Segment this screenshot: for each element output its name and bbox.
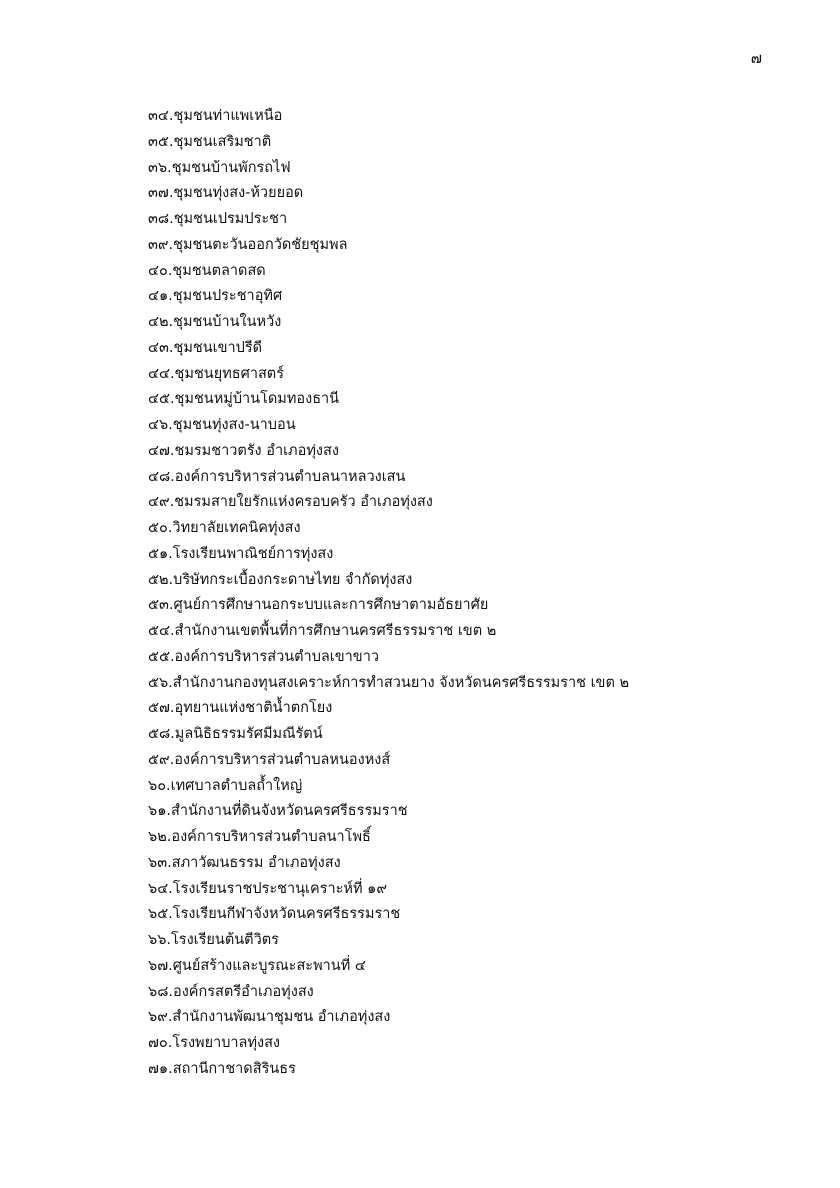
list-item: ๓๔.ชุมชนท่าแพเหนือ [148, 108, 283, 124]
list-item: ๕๖.สำนักงานกองทุนสงเคราะห์การทำสวนยาง จังหวัดนครศรีธรรมราช เขต ๒ [148, 674, 630, 691]
list-item: ๖๑.สำนักงานที่ดินจังหวัดนครศรีธรรมราช [148, 803, 408, 820]
list-item: ๔๔.ชุมชนยุทธศาสตร์ [148, 365, 285, 382]
list-item: ๖๐.เทศบาลตำบลถ้ำใหญ่ [148, 777, 303, 794]
list-item: ๓๗.ชุมชนทุ่งสง-ห้วยยอด [148, 185, 304, 202]
list-item: ๖๗.ศูนย์สร้างและบูรณะสะพานที่ ๔ [148, 957, 366, 974]
list-item: ๖๘.องค์กรสตรีอำเภอทุ่งสง [148, 983, 314, 1000]
list-item: ๓๖.ชุมชนบ้านพักรถไฟ [148, 159, 291, 176]
list-item: ๕๘.มูลนิธิธรรมรัศมีมณีรัตน์ [148, 726, 323, 742]
list-item: ๕๗.อุทยานแห่งชาติน้ำตกโยง [148, 700, 333, 717]
list-item: ๗๐.โรงพยาบาลทุ่งสง [148, 1035, 281, 1051]
list-item: ๔๖.ชุมชนทุ่งสง-นาบอน [148, 417, 296, 433]
list-item: ๔๘.องค์การบริหารส่วนตำบลนาหลวงเสน [148, 468, 406, 485]
list-item: ๗๑.สถานีกาชาดสิรินธร [148, 1060, 296, 1077]
list-item: ๔๑.ชุมชนประชาอุทิศ [148, 288, 283, 305]
list-item: ๖๒.องค์การบริหารส่วนตำบลนาโพธิ์ [148, 829, 371, 845]
list-item: ๖๔.โรงเรียนราชประชานุเคราะห์ที่ ๑๙ [148, 880, 387, 897]
list-item: ๓๘.ชุมชนเปรมประชา [148, 211, 288, 227]
list-item: ๔๕.ชุมชนหมู่บ้านโดมทองธานี [148, 391, 340, 408]
list-item: ๔๓.ชุมชนเขาปรีดี [148, 339, 263, 356]
list-item: ๔๒.ชุมชนบ้านในหวัง [148, 314, 282, 330]
list-item: ๔๗.ชมรมชาวตรัง อำเภอทุ่งสง [148, 442, 339, 459]
list-item: ๖๙.สำนักงานพัฒนาชุมชน อำเภอทุ่งสง [148, 1009, 391, 1026]
list-item: ๖๓.สภาวัฒนธรรม อำเภอทุ่งสง [148, 854, 341, 871]
page-number: ๗ [750, 49, 762, 67]
list-item: ๖๕.โรงเรียนกีฬาจังหวัดนครศรีธรรมราช [148, 906, 401, 923]
list-item: ๕๒.บริษัทกระเบื้องกระดาษไทย จำกัดทุ่งสง [148, 571, 413, 588]
organization-list [148, 104, 818, 1083]
list-item: ๕๔.สำนักงานเขตพื้นที่การศึกษานครศรีธรรมราช เขต ๒ [148, 623, 497, 639]
list-item: ๓๕.ชุมชนเสริมชาติ [148, 133, 272, 150]
list-item: ๓๙.ชุมชนตะวันออกวัดชัยชุมพล [148, 236, 348, 253]
list-item: ๕๐.วิทยาลัยเทคนิคทุ่งสง [148, 520, 301, 536]
list-item: ๕๑.โรงเรียนพาณิชย์การทุ่งสง [148, 545, 334, 562]
list-item: ๕๓.ศูนย์การศึกษานอกระบบและการศึกษาตามอัธยาศัย [148, 597, 489, 614]
list-item: ๖๖.โรงเรียนต้นตีวิตร [148, 932, 279, 948]
list-item: ๕๕.องค์การบริหารส่วนตำบลเขาขาว [148, 648, 379, 665]
list-item: ๕๙.องค์การบริหารส่วนตำบลหนองหงส์ [148, 751, 391, 768]
list-item: ๔๙.ชมรมสายใยรักแห่งครอบครัว อำเภอทุ่งสง [148, 494, 433, 511]
list-item: ๔๐.ชุมชนตลาดสด [148, 262, 266, 279]
